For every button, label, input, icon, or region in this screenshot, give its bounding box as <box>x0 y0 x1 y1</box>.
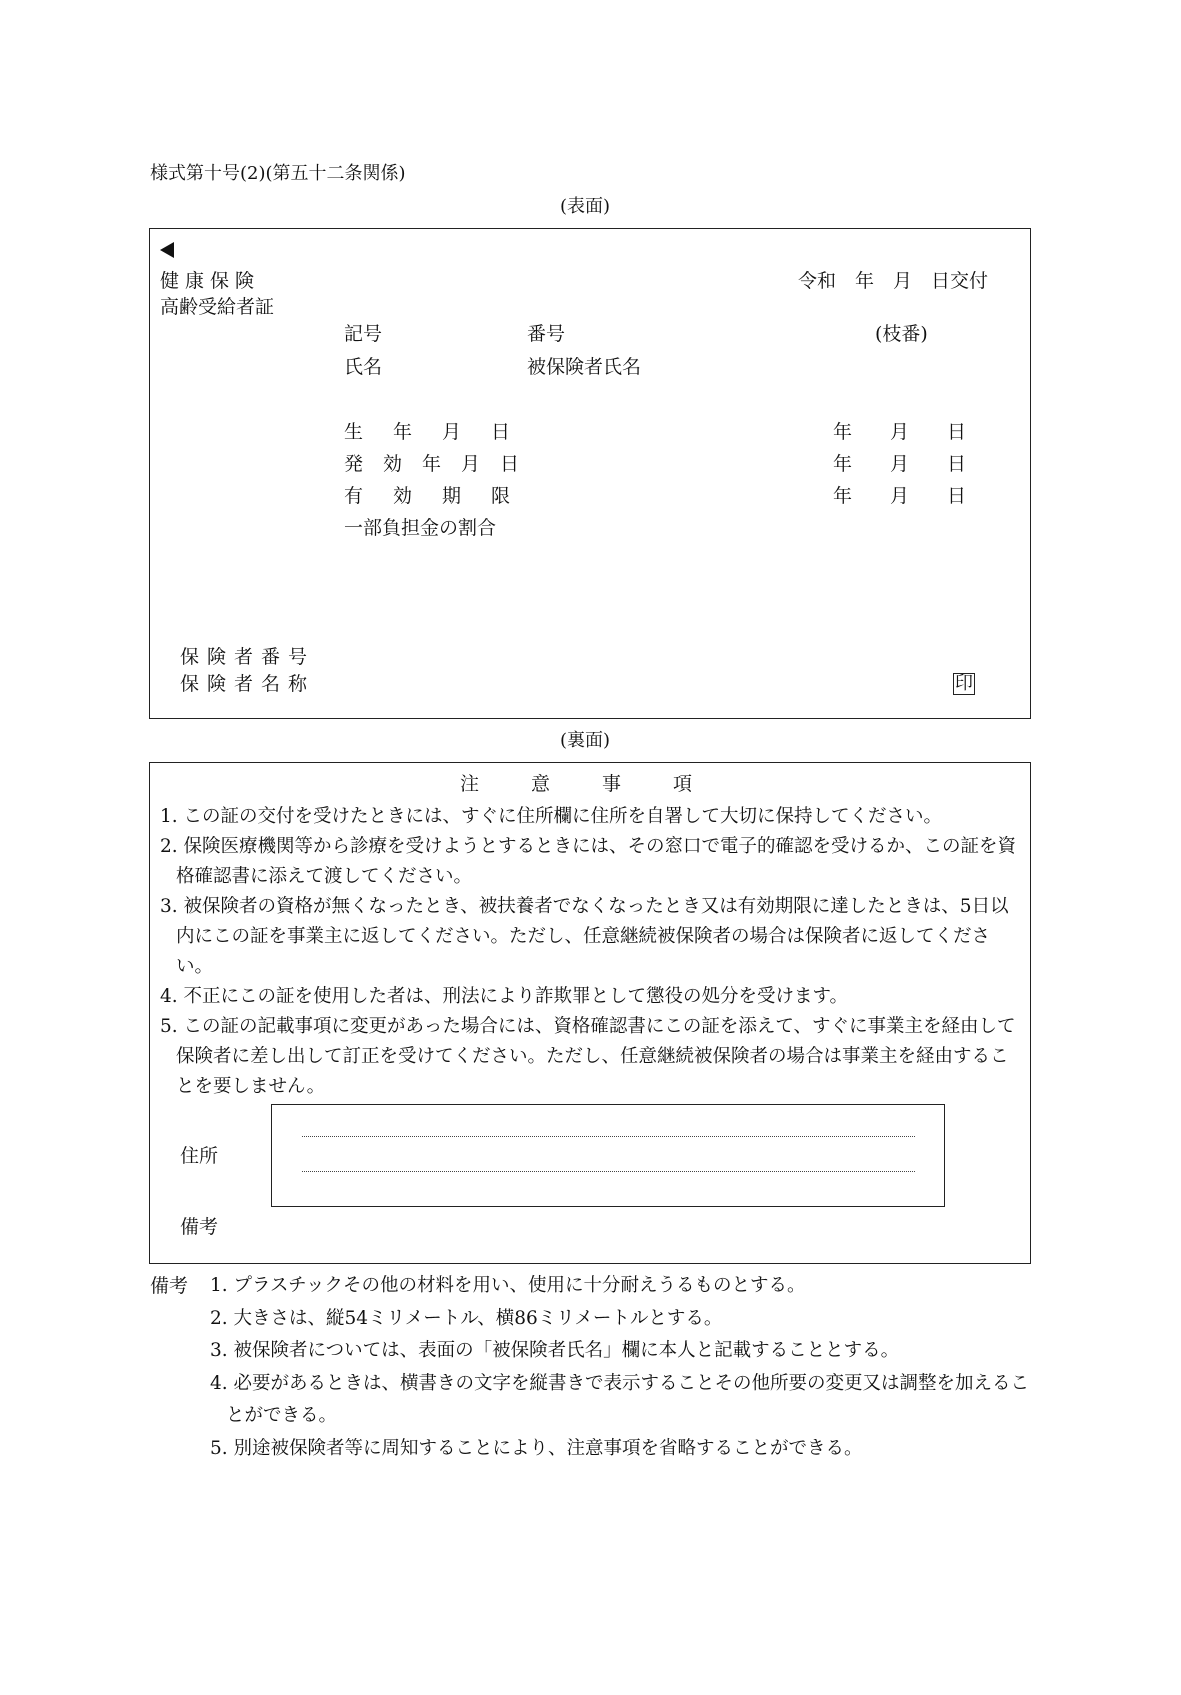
notice-item-2: 2. 保険医療機関等から診療を受けようとするときには、その窓口で電子的確認を受けるか、この証を資格確認書に添えて渡してください。 <box>160 836 1017 887</box>
insurer-number-label: 保険者番号 <box>180 646 316 668</box>
birthdate-value: 年 月 日 <box>833 421 967 443</box>
remark-item-2: 2. 大きさは、縦54ミリメートル、横86ミリメートルとする。 <box>210 1307 723 1329</box>
birthdate-label: 生年月日 <box>344 421 541 443</box>
form-label: 様式第十号(2)(第五十二条関係) <box>150 163 406 184</box>
remark-item-4: 4. 必要があるときは、横書きの文字を縦書きで表示することその他所要の変更又は調整を加えることができる。 <box>210 1372 1030 1426</box>
card-title-1: 健康保険 <box>160 270 261 292</box>
insured-name-label: 被保険者氏名 <box>527 356 642 378</box>
seal-stamp: 印 <box>955 673 973 694</box>
effective-date-value: 年 月 日 <box>833 453 967 475</box>
front-heading: (表面) <box>560 196 611 217</box>
effective-date-label: 発効年月日 <box>344 453 540 475</box>
remarks-label: 備考 <box>150 1275 189 1297</box>
address-box[interactable] <box>271 1104 945 1207</box>
remark-item-1: 1. プラスチックその他の材料を用い、使用に十分耐えうるものとする。 <box>210 1275 806 1296</box>
notice-item-5: 5. この証の記載事項に変更があった場合には、資格確認書にこの証を添えて、すぐに事業主を経由して保険者に差し出して訂正を受けてください。ただし、任意継続被保険者の場合は事業主を経由することを要しません。 <box>160 1016 1016 1097</box>
address-line-1 <box>302 1136 915 1137</box>
expiry-value: 年 月 日 <box>833 485 967 507</box>
notice-item-4: 4. 不正にこの証を使用した者は、刑法により詐欺罪として懲役の処分を受けます。 <box>160 986 849 1007</box>
insurer-name-label: 保険者名称 <box>180 673 316 695</box>
symbol-label: 記号 <box>344 323 383 345</box>
notice-item-3: 3. 被保険者の資格が無くなったとき、被扶養者でなくなったとき又は有効期限に達したときは、5日以内にこの証を事業主に返してください。ただし、任意継続被保険者の場合は保険者に返してください。 <box>160 896 1009 977</box>
card-title-2: 高齢受給者証 <box>160 296 275 318</box>
back-remarks-label: 備考 <box>180 1216 219 1238</box>
expiry-label: 有効期限 <box>344 485 541 507</box>
remark-item-5: 5. 別途被保険者等に周知することにより、注意事項を省略することができる。 <box>210 1437 863 1459</box>
notice-item-1: 1. この証の交付を受けたときには、すぐに住所欄に住所を自署して大切に保持してください。 <box>160 806 943 827</box>
branch-label: (枝番) <box>875 323 928 345</box>
address-line-2 <box>302 1171 915 1172</box>
back-heading: (裏面) <box>560 730 611 751</box>
remark-item-3: 3. 被保険者については、表面の「被保険者氏名」欄に本人と記載することとする。 <box>210 1340 900 1361</box>
arrow-left-icon <box>160 242 174 258</box>
notice-title: 注意事項 <box>460 773 745 795</box>
issue-date: 令和 年 月 日交付 <box>798 270 989 292</box>
copay-ratio-label: 一部負担金の割合 <box>344 517 497 539</box>
address-label: 住所 <box>180 1145 219 1167</box>
notice-list <box>160 802 1025 1102</box>
remarks-list <box>210 1270 1032 1465</box>
number-label: 番号 <box>527 323 566 345</box>
name-label: 氏名 <box>344 356 383 378</box>
